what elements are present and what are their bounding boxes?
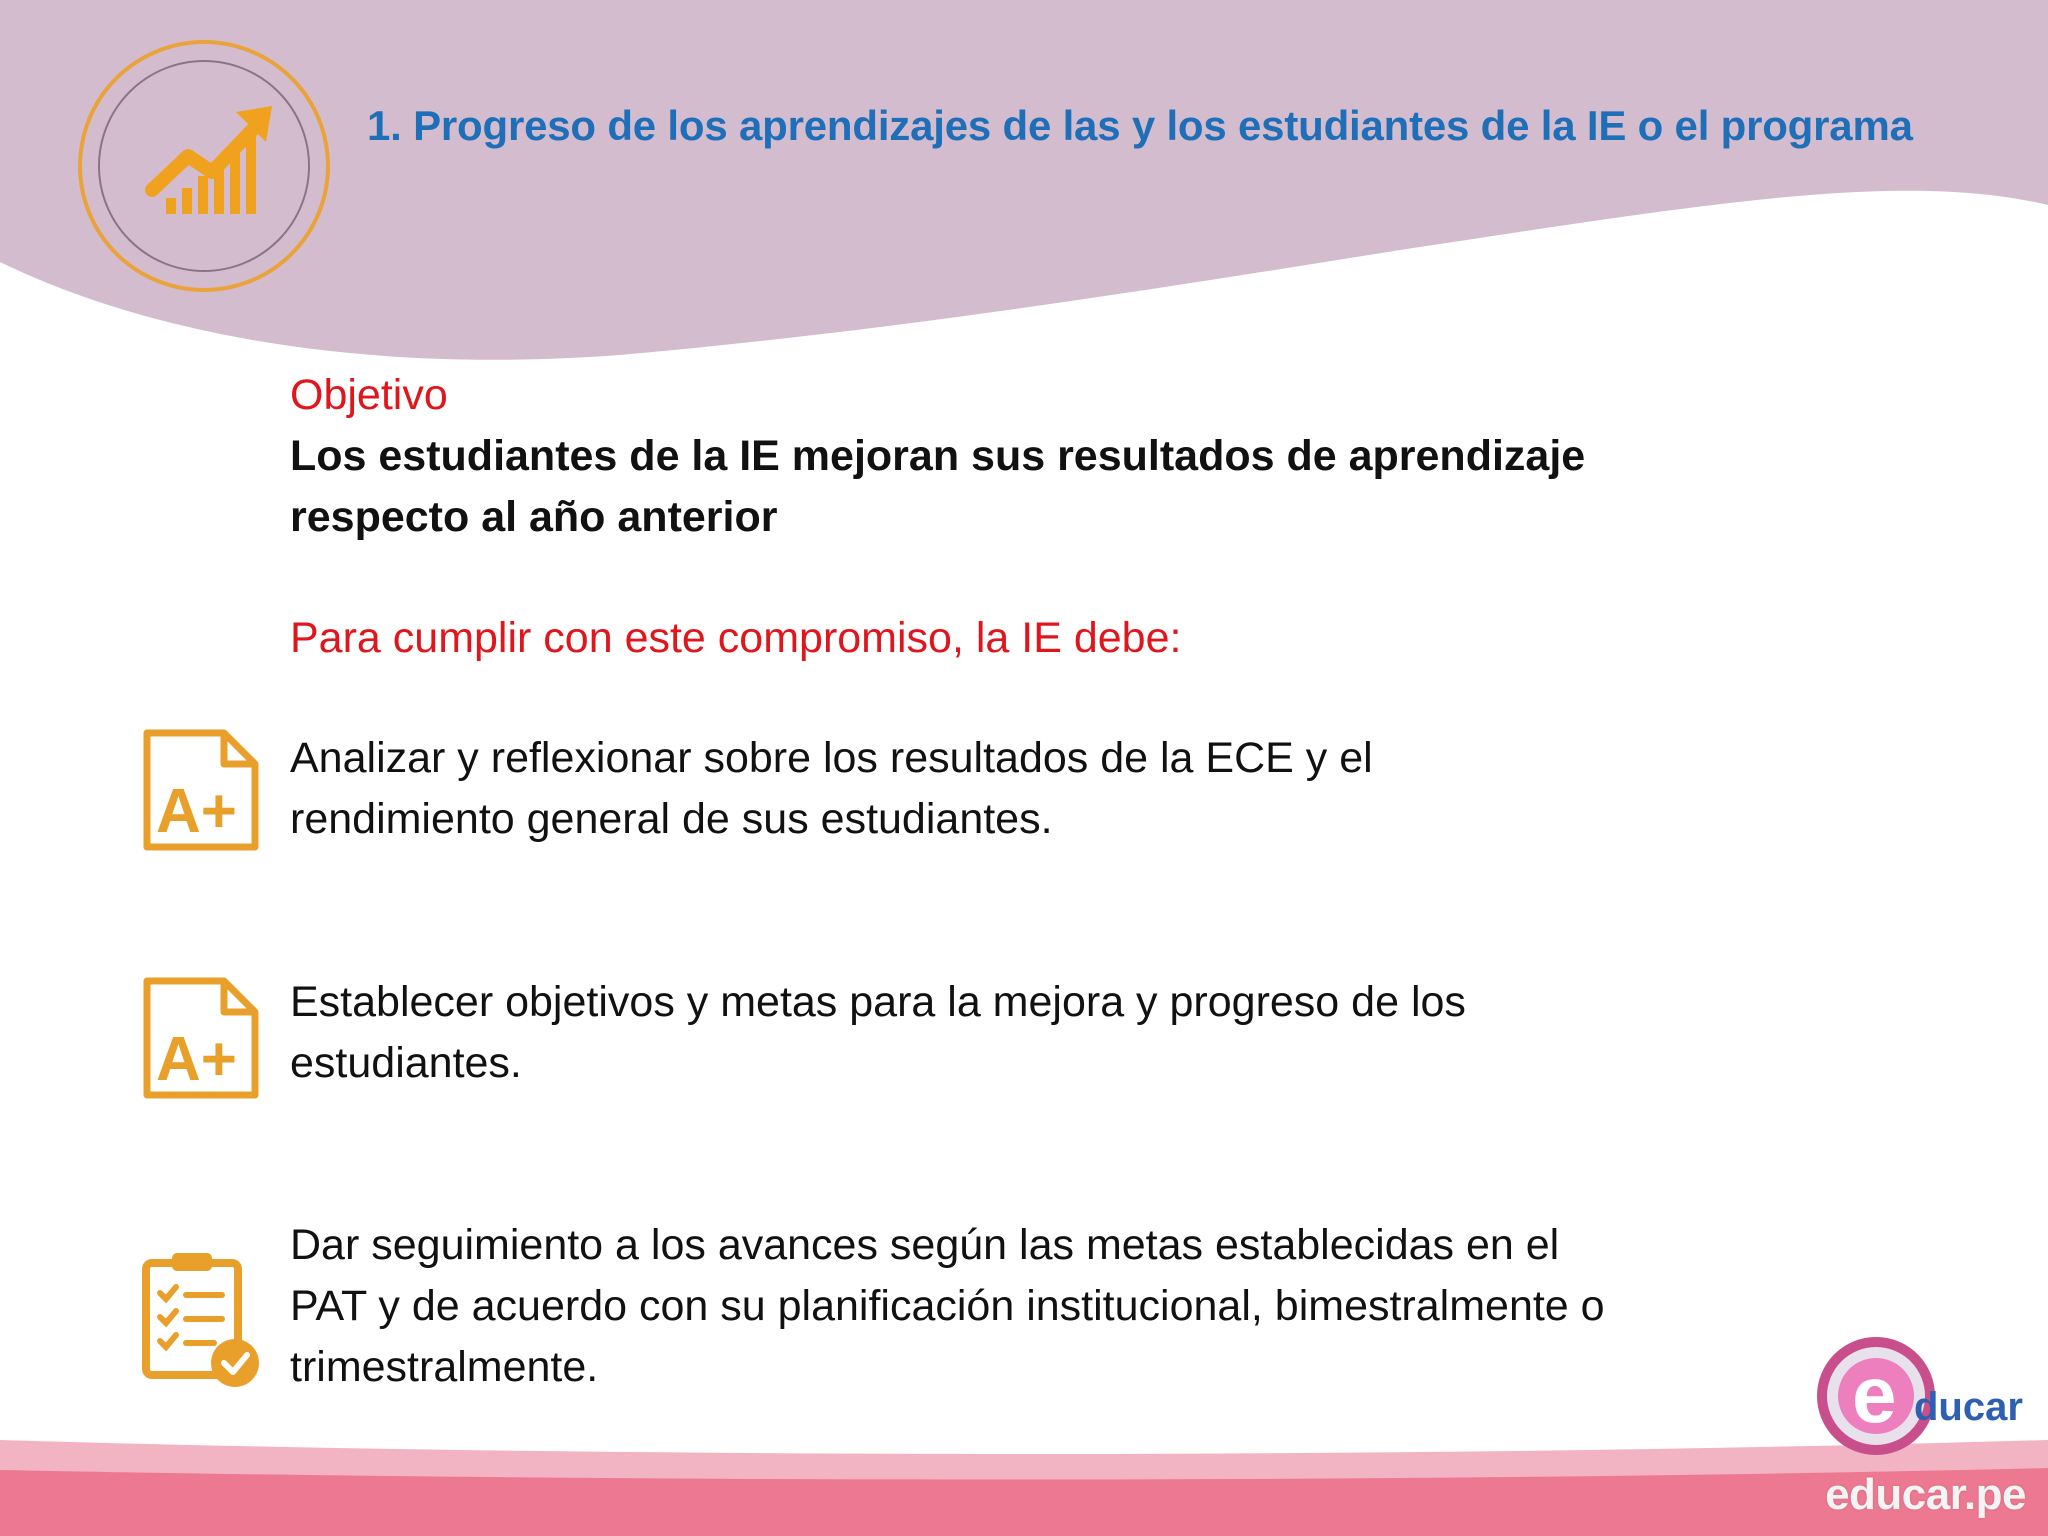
objective-text: Los estudiantes de la IE mejoran sus resultados de aprendizaje respecto al año anterior [290,432,1586,541]
item-2-text: Establecer objetivos y metas para la mejora y progreso de los estudiantes. [290,978,1466,1087]
objective-label: Objetivo [290,371,448,419]
objective-block [290,365,1630,548]
educar-logo [1810,1330,2048,1456]
clipboard-check-icon [140,1245,264,1391]
item-1-text: Analizar y reflexionar sobre los resultados de la ECE y el rendimiento general de sus estudiantes. [290,734,1373,843]
svg-text:A+: A+ [156,1025,237,1094]
header-icon-badge [76,38,332,294]
site-url: educar.pe [1825,1470,2026,1519]
growth-chart-icon [76,38,332,294]
item-3-text: Dar seguimiento a los avances según las metas establecidas en el PAT y de acuerdo con su planificación institucional, bimestralmente o trimestralmente. [290,1221,1605,1391]
commitment-label: Para cumplir con este compromiso, la IE debe: [290,614,1182,662]
grade-document-icon [142,976,260,1100]
svg-text:A+: A+ [156,777,237,846]
svg-text:e: e [1852,1350,1897,1439]
slide-title: 1. Progreso de los aprendizajes de las y los estudiantes de la IE o el programa [367,102,1913,149]
svg-text:ducar: ducar [1914,1385,2023,1429]
grade-document-icon [142,728,260,852]
